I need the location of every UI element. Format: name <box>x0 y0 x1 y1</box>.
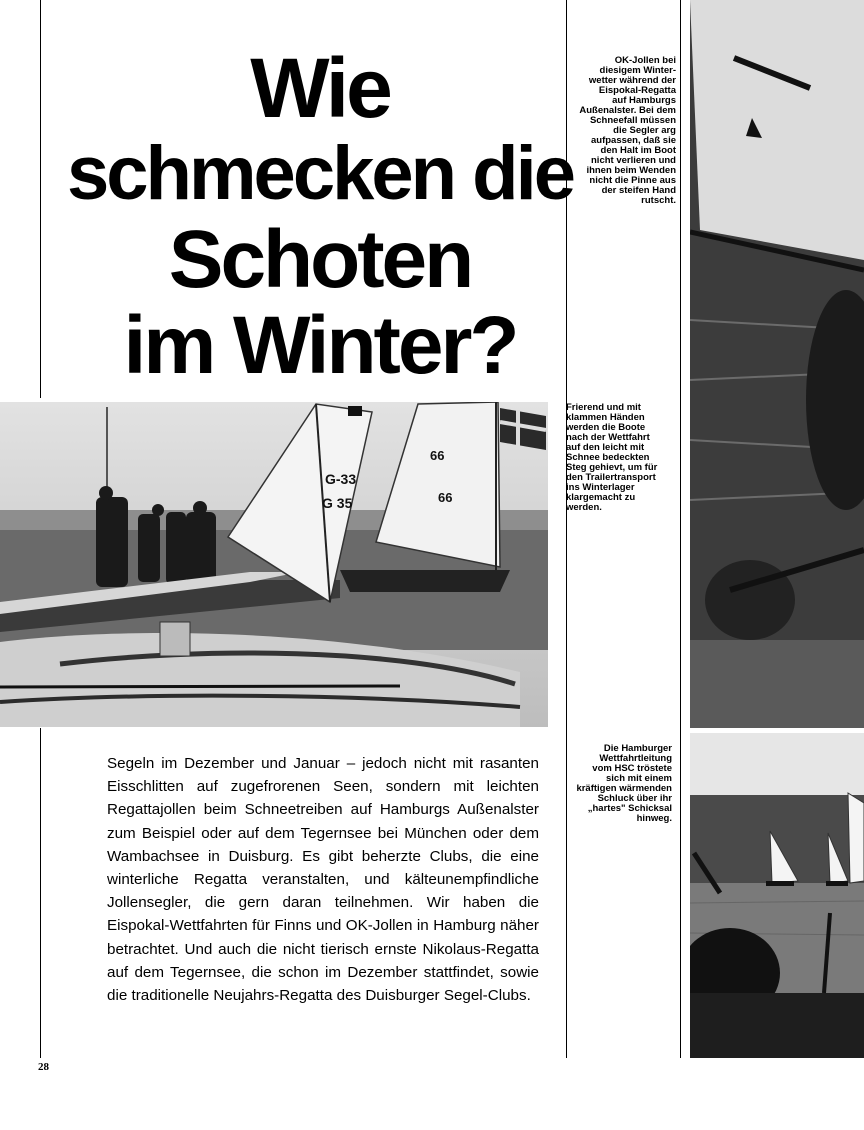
title-line-4: im Winter? <box>123 300 517 391</box>
column-rule-left-top <box>40 0 41 398</box>
sail-number-right-1: 66 <box>430 448 445 463</box>
title-line-3: Schoten <box>168 214 472 305</box>
column-rule-right <box>680 0 681 1058</box>
caption-top-right: OK-Jollen bei diesigem Winter- wetter während der Eispokal-Regatta auf Hamburgs Außenalster. Bei dem Schneefall müssen die Segler arg aufpassen, daß sie den Halt im Boot nicht verlieren und ihnen beim Wenden nicht die Pinne aus der steifen Hand rutscht. <box>579 55 676 206</box>
photo-dinghies-jetty <box>0 402 548 727</box>
title-line-1: Wie <box>250 41 390 135</box>
page-number: 28 <box>38 1061 49 1073</box>
photo-sailor-snow <box>690 0 864 728</box>
photo-race-committee <box>690 733 864 1058</box>
sail-number-left-1: G-33 <box>325 471 357 487</box>
column-rule-left-bottom <box>40 728 41 1058</box>
caption-bottom-right: Die Hamburger Wettfahrtleitung vom HSC tröstete sich mit einem kräftigen wärmenden Schluck über ihr „hartes" Schicksal hinweg. <box>576 743 672 824</box>
sail-number-left-2: G 35 <box>322 495 353 511</box>
title-line-2: schmecken die <box>67 131 573 216</box>
sail-number-right-2: 66 <box>438 490 453 505</box>
caption-middle: Frierend und mit klammen Händen werden die Boote nach der Wettfahrt auf den leicht mit Schnee bedeckten Steg gehievt, um für den Trailertransport ins Winterlager klargemacht zu werden. <box>566 402 658 513</box>
article-title <box>60 41 580 391</box>
article-body: Segeln im Dezember und Januar – jedoch nicht mit rasanten Eisschlitten auf zugefrorenen Seen, sondern mit leichten Regattajollen beim Schneetreiben auf Hamburgs Außenalster zum Beispiel oder auf dem Tegernsee bei München oder dem Wambachsee in Duisburg. Es gibt beherzte Clubs, die eine winterliche Regatta veranstalten, und kälteunempfindliche Jollensegler, die gern daran teilnehmen. Wir haben die Eispokal-Wettfahrten für Finns und OK-Jollen in Hamburg näher betrachtet. Und auch die nicht tierisch ernste Nikolaus-Regatta auf dem Tegernsee, die schon im Dezember stattfindet, sowie die traditionelle Neujahrs-Regatta des Duisburger Segel-Clubs. <box>107 755 539 1005</box>
